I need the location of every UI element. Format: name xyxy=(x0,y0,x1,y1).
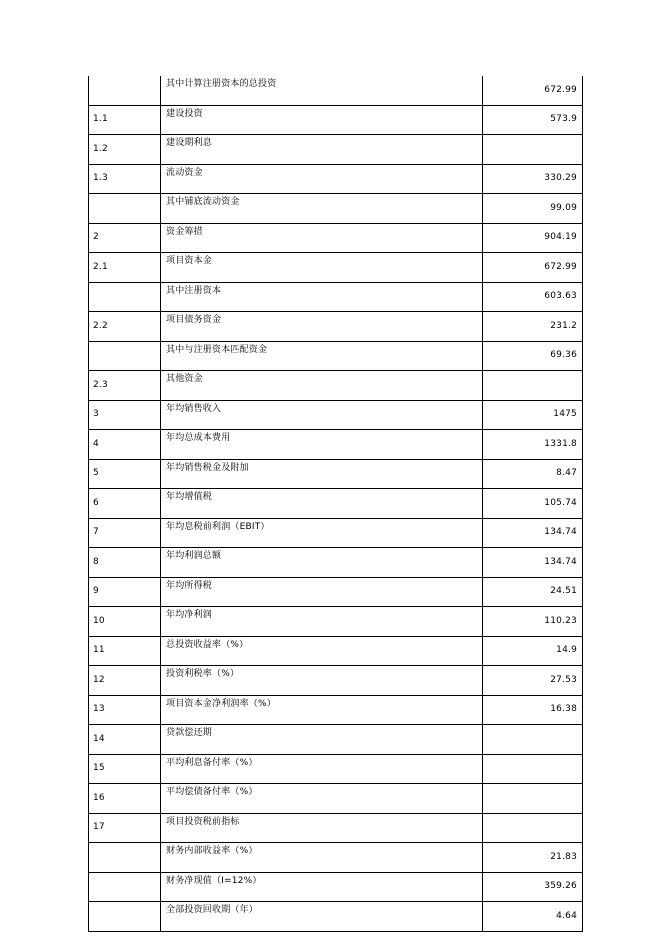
row-item-text: 年均利润总额 xyxy=(166,551,222,561)
row-value-cell xyxy=(483,164,583,194)
row-number-cell xyxy=(89,725,161,755)
table-row xyxy=(89,312,583,342)
row-value-text: 134.74 xyxy=(544,527,577,538)
row-value-text: 16.38 xyxy=(550,704,577,715)
row-item-cell xyxy=(161,754,483,784)
table-row xyxy=(89,194,583,224)
row-number-cell xyxy=(89,607,161,637)
row-value-cell xyxy=(483,607,583,637)
row-number-cell xyxy=(89,459,161,489)
row-number-cell xyxy=(89,518,161,548)
row-value-cell xyxy=(483,518,583,548)
row-number-cell xyxy=(89,223,161,253)
table-row xyxy=(89,813,583,843)
row-item-text: 年均总成本费用 xyxy=(166,433,231,443)
row-value-text: 904.19 xyxy=(544,232,577,243)
row-number-cell xyxy=(89,548,161,578)
row-item-text: 总投资收益率（%） xyxy=(166,639,249,650)
table-row xyxy=(89,282,583,312)
row-item-cell xyxy=(161,371,483,401)
table-row xyxy=(89,548,583,578)
row-value-cell xyxy=(483,695,583,725)
row-number-cell xyxy=(89,105,161,135)
table-row xyxy=(89,430,583,460)
row-item-cell xyxy=(161,695,483,725)
row-value-cell xyxy=(483,253,583,283)
row-value-cell xyxy=(483,430,583,460)
table-row xyxy=(89,636,583,666)
row-value-text: 231.2 xyxy=(550,320,577,331)
row-item-cell xyxy=(161,548,483,578)
row-number-text: 12 xyxy=(93,674,105,685)
row-number-cell xyxy=(89,194,161,224)
row-number-text: 10 xyxy=(93,615,105,626)
row-value-cell xyxy=(483,371,583,401)
row-value-cell xyxy=(483,577,583,607)
row-item-cell xyxy=(161,872,483,902)
row-number-cell xyxy=(89,784,161,814)
row-number-cell xyxy=(89,577,161,607)
row-number-text: 2 xyxy=(93,232,99,243)
row-number-text: 2.3 xyxy=(93,379,108,390)
row-item-cell xyxy=(161,135,483,165)
row-number-text: 2.1 xyxy=(93,261,108,272)
row-item-cell xyxy=(161,902,483,932)
row-value-cell xyxy=(483,636,583,666)
row-number-text: 8 xyxy=(93,556,99,567)
row-number-text: 7 xyxy=(93,527,99,538)
row-value-text: 110.23 xyxy=(544,615,577,626)
table-row xyxy=(89,341,583,371)
row-value-text: 603.63 xyxy=(544,291,577,302)
row-item-cell xyxy=(161,784,483,814)
row-item-text: 其中计算注册资本的总投资 xyxy=(166,79,277,89)
row-value-cell xyxy=(483,341,583,371)
row-item-cell xyxy=(161,194,483,224)
row-number-text: 14 xyxy=(93,733,105,744)
row-item-cell xyxy=(161,843,483,873)
row-value-text: 14.9 xyxy=(556,645,577,656)
row-value-text: 1331.8 xyxy=(544,438,577,449)
row-value-text: 573.9 xyxy=(550,114,577,125)
row-number-text: 1.2 xyxy=(93,143,108,154)
row-value-text: 99.09 xyxy=(550,202,577,213)
table-row xyxy=(89,459,583,489)
row-number-text: 4 xyxy=(93,438,99,449)
row-value-text: 359.26 xyxy=(544,881,577,892)
row-number-text: 15 xyxy=(93,763,105,774)
row-number-cell xyxy=(89,843,161,873)
row-number-text: 13 xyxy=(93,704,105,715)
row-item-text: 平均利息备付率（%） xyxy=(166,757,258,768)
row-number-cell xyxy=(89,400,161,430)
row-item-text: 建设期利息 xyxy=(166,138,213,148)
row-value-cell xyxy=(483,725,583,755)
row-item-text: 建设投资 xyxy=(166,108,203,119)
row-item-cell xyxy=(161,282,483,312)
row-item-text: 财务内部收益率（%） xyxy=(166,846,258,856)
row-number-text: 9 xyxy=(93,586,99,597)
row-item-cell xyxy=(161,813,483,843)
row-value-cell xyxy=(483,76,583,105)
row-number-text: 17 xyxy=(93,822,105,833)
row-item-text: 其中铺底流动资金 xyxy=(166,197,240,207)
row-item-cell xyxy=(161,518,483,548)
table-row xyxy=(89,518,583,548)
row-number-cell xyxy=(89,371,161,401)
row-number-cell xyxy=(89,872,161,902)
row-number-cell xyxy=(89,282,161,312)
row-number-text: 16 xyxy=(93,792,105,803)
row-item-text: 全部投资回收期（年） xyxy=(166,905,259,915)
row-item-cell xyxy=(161,223,483,253)
row-item-cell xyxy=(161,76,483,105)
table-row xyxy=(89,902,583,932)
row-number-cell xyxy=(89,754,161,784)
row-item-text: 投资利税率（%） xyxy=(166,669,240,679)
table-row xyxy=(89,371,583,401)
row-value-text: 330.29 xyxy=(544,173,577,184)
row-item-text: 年均息税前利润（EBIT） xyxy=(166,521,270,532)
row-item-text: 年均所得税 xyxy=(166,580,213,591)
row-item-text: 年均销售收入 xyxy=(166,403,222,414)
row-number-cell xyxy=(89,695,161,725)
row-value-text: 69.36 xyxy=(550,350,577,361)
row-number-cell xyxy=(89,636,161,666)
row-number-cell xyxy=(89,312,161,342)
table-row xyxy=(89,489,583,519)
table-row xyxy=(89,784,583,814)
row-value-text: 105.74 xyxy=(544,497,577,508)
row-number-text: 1.3 xyxy=(93,173,108,184)
row-item-text: 项目投资税前指标 xyxy=(166,816,240,827)
row-item-cell xyxy=(161,253,483,283)
table-row xyxy=(89,400,583,430)
row-item-cell xyxy=(161,312,483,342)
row-number-text: 1.1 xyxy=(93,114,108,125)
row-value-text: 8.47 xyxy=(556,468,577,479)
row-item-text: 年均净利润 xyxy=(166,610,213,620)
row-value-cell xyxy=(483,400,583,430)
table-row xyxy=(89,253,583,283)
row-value-cell xyxy=(483,105,583,135)
row-item-text: 年均增值税 xyxy=(166,492,213,502)
table-row xyxy=(89,164,583,194)
table-row xyxy=(89,843,583,873)
table-row xyxy=(89,754,583,784)
table-row xyxy=(89,577,583,607)
row-value-cell xyxy=(483,135,583,165)
row-number-text: 2.2 xyxy=(93,320,108,331)
row-number-cell xyxy=(89,135,161,165)
row-item-text: 平均偿债备付率（%） xyxy=(166,787,258,797)
row-item-text: 其中注册资本 xyxy=(166,285,222,296)
row-value-cell xyxy=(483,282,583,312)
row-item-cell xyxy=(161,607,483,637)
row-number-text: 11 xyxy=(93,645,105,656)
table-row xyxy=(89,607,583,637)
row-item-cell xyxy=(161,459,483,489)
table-row xyxy=(89,223,583,253)
row-item-cell xyxy=(161,400,483,430)
row-value-text: 134.74 xyxy=(544,556,577,567)
row-item-text: 其中与注册资本匹配资金 xyxy=(166,344,268,355)
row-number-text: 5 xyxy=(93,468,99,479)
row-value-cell xyxy=(483,489,583,519)
row-item-text: 财务净现值（I=12%） xyxy=(166,875,262,886)
row-number-cell xyxy=(89,164,161,194)
row-item-cell xyxy=(161,164,483,194)
table-row xyxy=(89,872,583,902)
row-value-cell xyxy=(483,872,583,902)
row-item-cell xyxy=(161,341,483,371)
table-row xyxy=(89,76,583,105)
row-value-cell xyxy=(483,902,583,932)
row-value-cell xyxy=(483,813,583,843)
row-item-cell xyxy=(161,666,483,696)
row-number-cell xyxy=(89,430,161,460)
row-value-cell xyxy=(483,843,583,873)
row-value-cell xyxy=(483,223,583,253)
row-value-cell xyxy=(483,459,583,489)
row-item-cell xyxy=(161,636,483,666)
row-value-text: 4.64 xyxy=(556,910,577,921)
table-row xyxy=(89,695,583,725)
row-item-text: 流动资金 xyxy=(166,167,203,178)
row-number-cell xyxy=(89,253,161,283)
row-value-cell xyxy=(483,784,583,814)
row-number-cell xyxy=(89,76,161,105)
row-value-text: 1475 xyxy=(553,409,577,420)
row-item-text: 资金筹措 xyxy=(166,226,203,237)
row-item-text: 贷款偿还期 xyxy=(166,728,213,738)
row-value-text: 24.51 xyxy=(550,586,577,597)
row-value-cell xyxy=(483,548,583,578)
row-value-cell xyxy=(483,754,583,784)
row-value-text: 27.53 xyxy=(550,674,577,685)
row-item-text: 项目资本金 xyxy=(166,256,213,266)
row-item-cell xyxy=(161,105,483,135)
row-item-text: 年均销售税金及附加 xyxy=(166,462,249,473)
row-value-cell xyxy=(483,666,583,696)
row-item-text: 项目资本金净利润率（%） xyxy=(166,698,276,709)
row-item-cell xyxy=(161,725,483,755)
row-value-text: 672.99 xyxy=(544,261,577,272)
table-row xyxy=(89,666,583,696)
row-value-text: 672.99 xyxy=(544,84,577,95)
row-value-text: 21.83 xyxy=(550,851,577,862)
row-item-cell xyxy=(161,430,483,460)
row-item-text: 项目债务资金 xyxy=(166,315,222,325)
row-value-cell xyxy=(483,312,583,342)
row-number-cell xyxy=(89,666,161,696)
row-number-cell xyxy=(89,813,161,843)
row-number-text: 3 xyxy=(93,409,99,420)
table-row xyxy=(89,105,583,135)
financial-indicators-table xyxy=(88,76,583,932)
table-row xyxy=(89,725,583,755)
row-number-cell xyxy=(89,489,161,519)
row-number-text: 6 xyxy=(93,497,99,508)
row-number-cell xyxy=(89,902,161,932)
row-item-cell xyxy=(161,489,483,519)
row-item-cell xyxy=(161,577,483,607)
table-body xyxy=(89,76,583,931)
row-number-cell xyxy=(89,341,161,371)
table-row xyxy=(89,135,583,165)
row-value-cell xyxy=(483,194,583,224)
row-item-text: 其他资金 xyxy=(166,374,203,384)
